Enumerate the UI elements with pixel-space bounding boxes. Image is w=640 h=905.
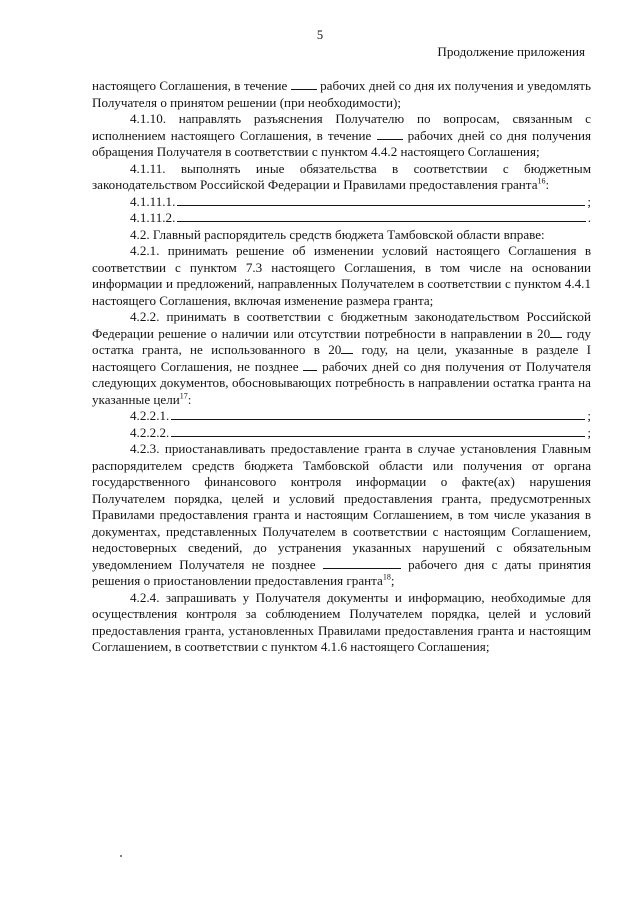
footnote-ref: 17 (179, 391, 188, 401)
fill-rule (171, 425, 585, 437)
paragraph-4-1-11: 4.1.11. выполнять иные обязательства в соответствии с бюджетным законодательством Российской Федерации и Правилами предоставления гранта$^{16}$: (92, 160, 591, 192)
paragraph-4-2-3: 4.2.3. приостанавливать предоставление гранта в случае установления Главным распорядителем средств бюджета Тамбовской области или получения от органа государственного финансового контроля информации о факте(ах) нарушения Получателем порядка, целей и условий предоставления гранта, предусмотренных Правилами предоставления гранта и настоящим Соглашением, в том числе указания в документах, представленных Получателем в соответствии с настоящим Соглашением, недостоверных сведений, до устранения указанных нарушений с обязательным уведомлением Получателя не позднее рабочего дня с даты принятия решения о приостановлении предоставления гранта$^{18}$; (92, 441, 591, 588)
blank-field (341, 342, 353, 354)
footnote-ref: 18 (382, 572, 391, 582)
paragraph-4-2: 4.2. Главный распорядитель средств бюджета Тамбовской области вправе: (130, 226, 545, 242)
fill-rule (177, 194, 585, 206)
blank-field (323, 557, 401, 569)
footnote-ref: 16 (537, 176, 546, 186)
document-body (92, 78, 591, 656)
blank-field (550, 326, 562, 338)
fill-rule (171, 408, 585, 420)
paragraph-4-2-4: 4.2.4. запрашивать у Получателя документы и информацию, необходимые для осуществления контроля за соблюдением Получателем порядка, целей и условий предоставления гранта, установленных Правилами предоставления гранта и настоящим Соглашением, в соответствии с пунктом 4.1.6 настоящего Соглашения; (92, 589, 591, 654)
fill-rule (177, 210, 585, 222)
blank-field (303, 359, 317, 371)
paragraph-4-2-2: 4.2.2. принимать в соответствии с бюджетным законодательством Российской Федерации решение о наличии или отсутствии потребности в направлении в 20 году остатка гранта, не использованного в 20 году, на цели, указанные в разделе I настоящего Соглашения, не позднее рабочих дней со дня получения от Получателя следующих документов, обосновывающих потребность в направлении остатка гранта на указанные цели$^{17}$: (92, 309, 592, 407)
blank-field (377, 128, 403, 140)
page-number: 5 (316, 28, 324, 42)
paragraph-4-1-9-end: настоящего Соглашения, в течение рабочих дней со дня их получения и уведомлять Получателя о принятом решении (при необходимости); (92, 78, 591, 110)
continued-label: Продолжение приложения (437, 44, 585, 59)
paragraph-4-1-10: 4.1.10. направлять разъяснения Получателю по вопросам, связанным с исполнением настоящего Соглашения, в течение рабочих дней со дня получения обращения Получателя в соответствии с пунктом 4.4.2 настоящего Соглашения; (92, 111, 591, 159)
scan-speck (120, 855, 122, 857)
fill-line-4-2-2-1: 4.2.2.1. ; (130, 408, 591, 423)
fill-line-4-1-11-1: 4.1.11.1. ; (130, 193, 591, 209)
paragraph-4-2-1: 4.2.1. принимать решение об изменении условий настоящего Соглашения в соответствии с пунктом 7.3 настоящего Соглашения, в том числе на основании информации и предложений, направленных Получателем в соответствии с пунктом 4.4.1 настоящего Соглашения, включая изменение размера гранта; (92, 243, 591, 308)
fill-line-4-2-2-2: 4.2.2.2. ; (130, 424, 591, 440)
blank-field (291, 78, 317, 90)
fill-line-4-1-11-2: 4.1.11.2. . (130, 210, 591, 225)
